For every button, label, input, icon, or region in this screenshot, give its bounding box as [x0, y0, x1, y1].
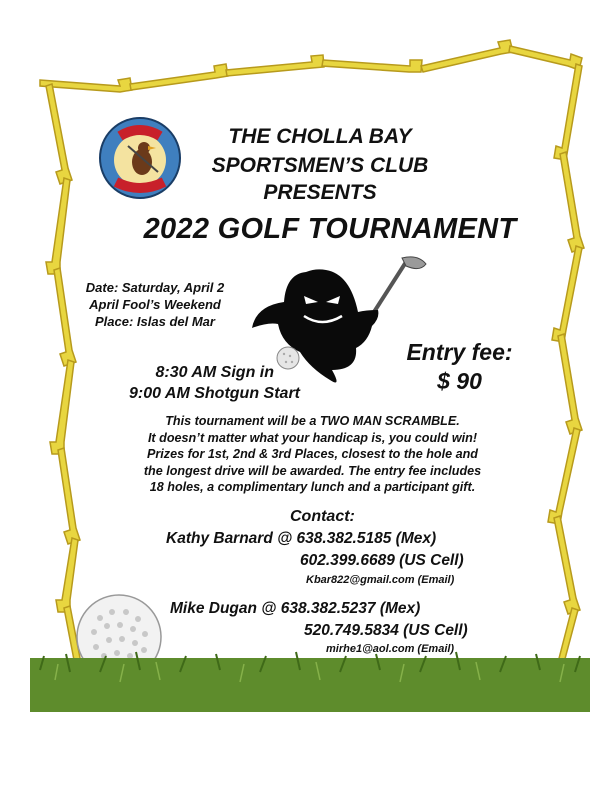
title-line-2: SPORTSMEN’S CLUB [211, 154, 429, 177]
schedule [70, 362, 300, 404]
headline: 2022 GOLF TOURNAMENT [143, 213, 517, 245]
contact-2-phone: Mike Dugan @ 638.382.5237 (Mex) [170, 600, 421, 617]
grass-strip [30, 650, 590, 712]
contact-heading: Contact: [290, 508, 355, 525]
contact-1-us-cell: 602.399.6689 (US Cell) [300, 552, 464, 569]
event-weekend: April Fool’s Weekend [89, 297, 221, 312]
description-line: 18 holes, a complimentary lunch and a participant gift. [149, 480, 476, 495]
contact-2-us-cell: 520.749.5834 (US Cell) [304, 622, 468, 639]
description-line: the longest drive will be awarded. The entry fee includes [143, 463, 482, 478]
description-line: It doesn’t matter what your handicap is, you could win! [147, 430, 478, 445]
entry-fee [392, 338, 527, 396]
description-line: This tournament will be a TWO MAN SCRAMBLE. [165, 414, 460, 428]
tournament-description [110, 413, 515, 496]
entry-fee-value: $ 90 [437, 368, 482, 394]
contact-1-phone: Kathy Barnard @ 638.382.5185 (Mex) [166, 530, 437, 547]
event-date: Date: Saturday, April 2 [85, 280, 225, 295]
entry-fee-label: Entry fee: [406, 339, 513, 365]
description-line: Prizes for 1st, 2nd & 3rd Places, closest to the hole and [146, 447, 479, 462]
start-time: 9:00 AM Shotgun Start [129, 385, 300, 402]
title-line-1: THE CHOLLA BAY [228, 125, 412, 148]
signin-time: 8:30 AM Sign in [155, 364, 274, 381]
contact-2-email[interactable]: mirhe1@aol.com (Email) [326, 643, 455, 655]
event-place: Place: Islas del Mar [95, 314, 215, 329]
contact-1-email[interactable]: Kbar822@gmail.com (Email) [306, 574, 455, 586]
title-line-3: PRESENTS [263, 181, 377, 204]
event-details [70, 279, 240, 330]
